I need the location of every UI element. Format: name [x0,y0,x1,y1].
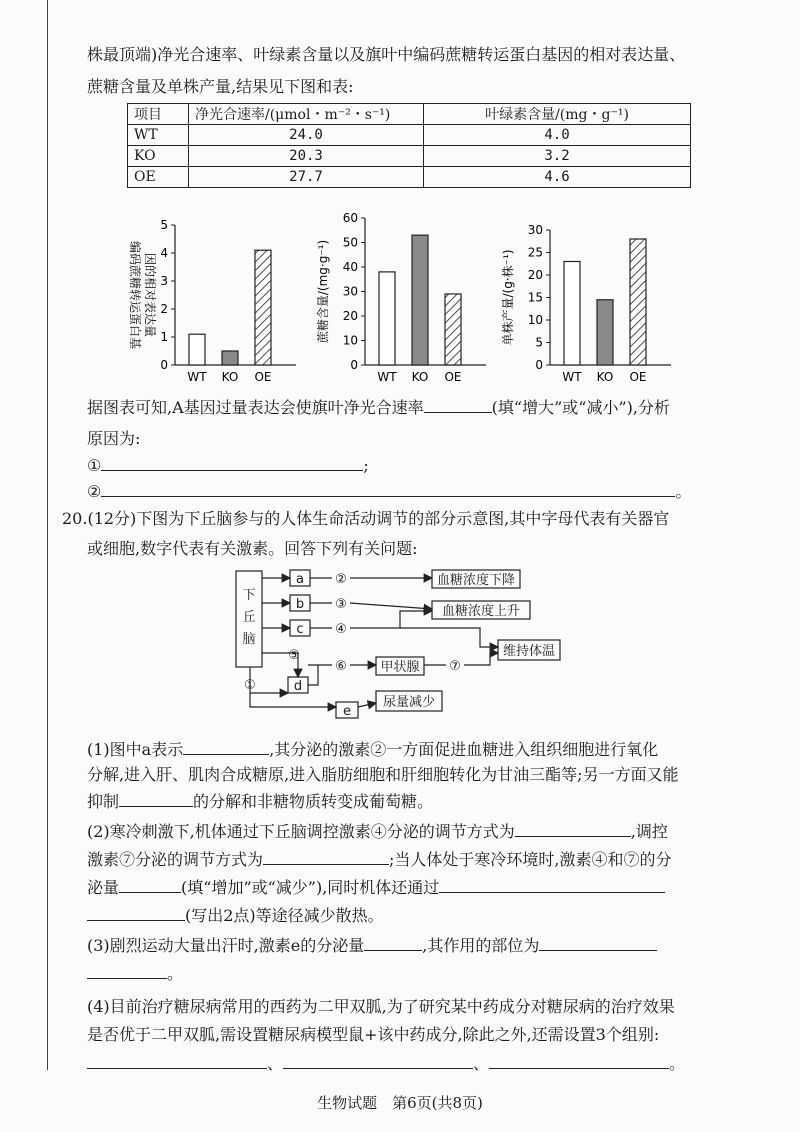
table-header: 项目 [128,104,189,125]
y-tick-label: 20 [527,268,543,282]
answer-blank[interactable] [283,1052,473,1069]
q19-item-1 [87,454,369,477]
text: (2)寒冷刺激下,机体通过下丘脑调控激素④分泌的调节方式为 [87,822,515,841]
hyp-char-3: 脑 [242,632,256,647]
text: 抑制 [87,792,120,811]
q20-p1-line-3 [87,790,433,813]
x-tick-label: WT [187,370,207,384]
text: 。 [669,1054,686,1073]
table-header: 叶绿素含量/(mg・g⁻¹) [424,104,691,125]
chart-yield-per-plant [490,215,680,395]
organ-label-c: c [296,622,304,637]
page-footer: 生物试题 第6页(共8页) [317,1094,483,1112]
text: (填“增加”或“减少”),同时机体还通过 [181,878,440,897]
thyroid-label: 甲状腺 [380,660,420,675]
answer-blank[interactable] [119,876,181,893]
bar-WT [189,334,205,365]
answer-blank[interactable] [515,820,631,837]
hyp-char-2: 丘 [242,610,256,625]
outcome-blood-sugar-down: 血糖浓度下降 [436,573,516,588]
answer-blank[interactable] [364,934,422,951]
q20-intro-2: 或细胞,数字代表有关激素。回答下列有关问题: [87,539,418,558]
y-tick-label: 50 [342,235,358,250]
arrow-7-out3 [464,653,498,665]
text: (3)剧烈运动大量出汗时,激素e的分泌量 [87,936,365,955]
item-marker: ② [87,482,102,501]
text: ,其作用的部位为 [422,936,540,955]
text: ,其分泌的激素②一方面促进血糖进入组织细胞进行氧化 [269,740,659,759]
hormone-7: ⑦ [449,659,461,674]
y-tick-label: 2 [160,302,168,316]
answer-blank[interactable] [87,904,185,921]
hypothalamus-diagram [200,565,580,720]
bar-KO [597,300,613,365]
text: 、 [473,1054,490,1073]
answer-blank[interactable] [424,396,492,413]
text: (写出2点)等途径减少散热。 [185,906,384,925]
bar-WT [379,272,395,365]
table-cell: 24.0 [189,125,424,146]
y-tick-label: 60 [342,211,358,225]
x-tick-label: KO [221,370,239,384]
margin-rule [47,0,48,1070]
q19-stem-after: (填“增大”或“减小”),分析 [491,398,670,417]
table-cell: 3.2 [424,146,691,167]
y-tick-label: 0 [350,358,358,372]
answer-blank[interactable] [101,454,363,471]
organ-label-b: b [295,597,305,612]
text: 激素⑦分泌的调节方式为 [87,850,264,869]
bar-OE [630,239,646,365]
y-tick-label: 10 [527,313,543,327]
text: (1)图中a表示 [87,740,184,759]
hormone-5: ⑤ [288,648,300,663]
arrow-4-out2 [350,611,432,628]
bar-KO [412,235,428,365]
y-tick-label: 1 [160,330,168,344]
bar-KO [222,351,238,365]
x-tick-label: OE [444,370,462,384]
y-tick-label: 25 [527,245,543,260]
item-marker: ① [87,456,102,475]
x-tick-label: KO [596,370,614,384]
arrow-3-out2 [350,603,432,609]
q20-p2-line-3 [87,876,665,899]
y-tick-label: 10 [342,333,358,348]
y-tick-label: 15 [527,290,543,305]
hormone-2: ② [335,572,347,587]
q20-p2-line-4 [87,904,384,927]
q20-p4-line-3 [87,1052,685,1075]
intro-line-1: 株最顶端)净光合速率、叶绿素含量以及旗叶中编码蔗糖转运蛋白基因的相对表达量、 [87,45,686,64]
q19-stem [87,396,670,419]
answer-blank[interactable] [489,1052,669,1069]
answer-blank[interactable] [439,876,665,893]
y-axis-label: 蔗糖含量/(mg·g⁻¹) [316,239,330,344]
chart-gene-expression [115,215,315,395]
y-tick-label: 30 [527,223,543,237]
table-row [128,146,691,167]
y-tick-label: 0 [535,358,543,372]
y-tick-label: 0 [160,358,168,372]
bar-OE [255,250,271,365]
table-cell: 4.6 [424,167,691,188]
text: ;当人体处于寒冷环境时,激素④和⑦的分 [389,850,672,869]
q19-line-2: 原因为: [87,429,141,448]
outcome-blood-sugar-up: 血糖浓度上升 [441,604,521,619]
y-tick-label: 5 [535,335,543,350]
y-tick-label: 30 [342,284,358,299]
y-tick-label: 5 [160,218,168,232]
text: 的分解和非糖物质转变成葡萄糖。 [193,792,434,811]
bar-OE [445,294,461,365]
arrow-4-out3 [400,628,498,647]
q20-p4-line-2: 是否优于二甲双胍,需设置糖尿病模型鼠+该中药成分,除此之外,还需设置3个组别: [87,1025,660,1044]
table-cell: 27.7 [189,167,424,188]
table-header-row [128,104,691,125]
text: ,调控 [630,822,668,841]
q20-p2-line-1 [87,820,668,843]
hormone-3: ③ [335,597,347,612]
hormone-1: ① [244,678,256,693]
x-tick-label: OE [254,370,272,384]
arrow-d-up [308,665,318,685]
answer-blank[interactable] [539,934,657,951]
table-cell: KO [128,146,189,167]
answer-blank[interactable] [101,480,675,497]
hyp-char-1: 下 [242,588,256,603]
y-tick-label: 20 [342,309,358,323]
text: 、 [267,1054,284,1073]
table-cell: 4.0 [424,125,691,146]
answer-blank[interactable] [87,1052,267,1069]
organ-label-e: e [343,704,351,719]
text: 。 [167,964,184,983]
q20-p4-line-1: (4)目前治疗糖尿病常用的西药为二甲双胍,为了研究某中药成分对糖尿病的治疗效果 [87,997,675,1016]
y-axis-label: 单株产量/(g·株⁻¹) [501,249,515,346]
arrow-e-out4 [358,703,376,707]
organ-label-d: d [293,679,303,694]
answer-blank[interactable] [119,790,193,807]
bar-WT [564,262,580,366]
q19-item-2 [87,480,691,503]
y-tick-label: 3 [160,274,168,288]
y-tick-label: 4 [160,246,168,260]
q20-p1-line-2: 分解,进入肝、肌肉合成糖原,进入脂肪细胞和肝细胞转化为甘油三酯等;另一方面又能 [87,765,679,784]
answer-blank[interactable] [87,962,167,979]
outcome-body-temp: 维持体温 [502,644,556,659]
text: 泌量 [87,878,120,897]
organ-label-a: a [296,572,304,587]
table-cell: OE [128,167,189,188]
q20-p1-line-1 [87,738,658,761]
table-cell: 20.3 [189,146,424,167]
q20-p2-line-2 [87,848,672,871]
outcome-urine-decrease: 尿量减少 [382,695,436,710]
intro-line-2: 蔗糖含量及单株产量,结果见下图和表: [87,77,354,96]
table-row [128,167,691,188]
table-row [128,125,691,146]
x-tick-label: WT [562,370,582,384]
answer-blank[interactable] [263,848,389,865]
y-axis-label: 编码蔗糖转运蛋白基 [128,240,142,350]
table-cell: WT [128,125,189,146]
item-end: ; [363,456,369,475]
data-table [127,103,691,188]
y-axis-label: 因的相对表达量 [143,252,157,338]
q19-stem-before: 据图表可知,A基因过量表达会使旗叶净光合速率 [87,398,424,417]
item-end: 。 [675,482,692,501]
y-tick-label: 40 [342,260,358,274]
chart-sucrose-content [305,208,495,395]
table-header: 净光合速率/(μmol・m⁻²・s⁻¹) [189,104,424,125]
answer-blank[interactable] [183,738,269,755]
x-tick-label: KO [411,370,429,384]
q20-p3-line-2 [87,962,183,985]
x-tick-label: WT [377,370,397,384]
x-tick-label: OE [629,370,647,384]
q20-intro-1: 20.(12分)下图为下丘脑参与的人体生命活动调节的部分示意图,其中字母代表有关器官 [62,509,670,528]
hormone-6: ⑥ [335,659,347,674]
q20-p3-line-1 [87,934,657,957]
hormone-4: ④ [335,622,347,637]
